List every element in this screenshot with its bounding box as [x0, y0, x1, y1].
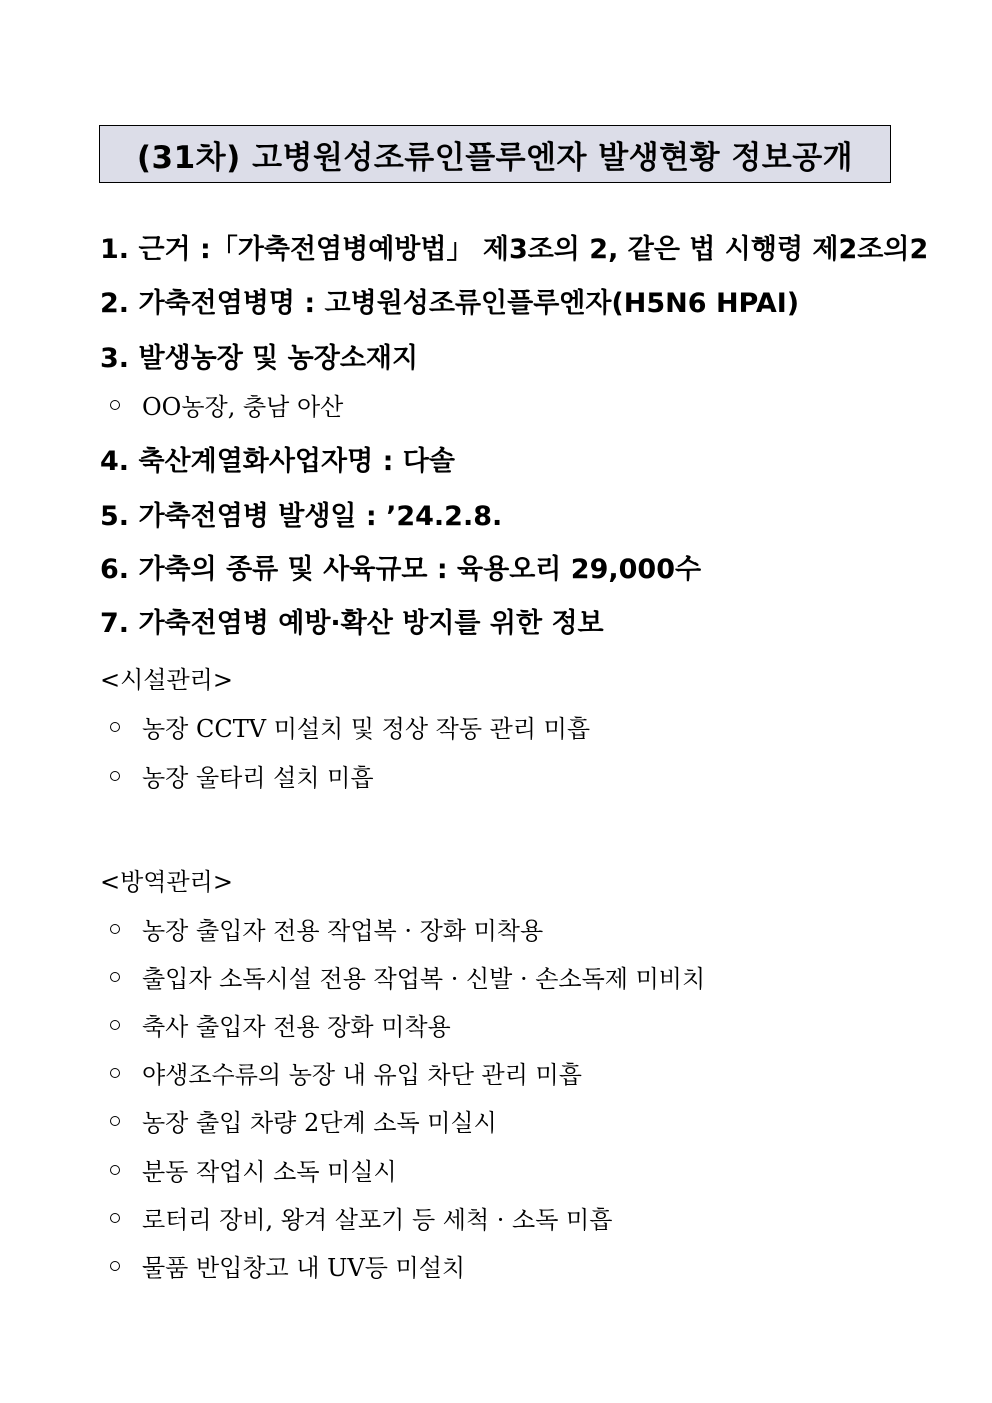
facility-section-label: <시설관리>	[100, 666, 233, 694]
circle-bullet-icon	[110, 1261, 120, 1271]
list-item	[110, 1103, 497, 1138]
list-item-text: 물품 반입창고 내 UV등 미설치	[142, 1254, 466, 1282]
list-item-text: 로터리 장비, 왕겨 살포기 등 세척 · 소독 미흡	[142, 1206, 613, 1234]
heading-disease-name: 2. 가축전염병명 : 고병원성조류인플루엔자(H5N6 HPAI)	[100, 288, 800, 319]
heading-outbreak-date: 5. 가축전염병 발생일 : ’24.2.8.	[100, 501, 503, 532]
circle-bullet-icon	[110, 722, 120, 732]
list-item	[110, 1007, 451, 1042]
circle-bullet-icon	[110, 1068, 120, 1078]
heading-prevention-info: 7. 가축전염병 예방·확산 방지를 위한 정보	[100, 608, 604, 639]
list-item-text: 축사 출입자 전용 장화 미착용	[142, 1013, 451, 1041]
circle-bullet-icon	[110, 1165, 120, 1175]
heading-farm-location: 3. 발생농장 및 농장소재지	[100, 343, 419, 374]
heading-basis: 1. 근거 :「가축전염병예방법」 제3조의 2, 같은 법 시행령 제2조의2	[100, 234, 929, 265]
list-item	[110, 1055, 582, 1090]
list-item	[110, 758, 374, 793]
title-box	[99, 125, 891, 183]
heading-integrator: 4. 축산계열화사업자명 : 다솔	[100, 446, 455, 477]
circle-bullet-icon	[110, 1116, 120, 1126]
list-item-text: 분동 작업시 소독 미실시	[142, 1158, 397, 1186]
list-item	[110, 709, 590, 744]
list-item	[110, 1200, 612, 1235]
farm-location-text: OO농장, 충남 아산	[142, 393, 344, 421]
list-item-text: 야생조수류의 농장 내 유입 차단 관리 미흡	[142, 1061, 582, 1089]
list-item-text: 농장 출입자 전용 작업복 · 장화 미착용	[142, 917, 544, 945]
list-item	[110, 1152, 397, 1187]
circle-bullet-icon	[110, 972, 120, 982]
list-item	[110, 911, 543, 946]
circle-bullet-icon	[110, 400, 120, 410]
farm-location-item	[110, 387, 343, 422]
list-item	[110, 959, 705, 994]
document-title: (31차) 고병원성조류인플루엔자 발생현황 정보공개	[136, 139, 854, 176]
quarantine-section-label: <방역관리>	[100, 868, 233, 896]
circle-bullet-icon	[110, 771, 120, 781]
list-item-text: 출입자 소독시설 전용 작업복 · 신발 · 손소독제 미비치	[142, 965, 706, 993]
circle-bullet-icon	[110, 924, 120, 934]
heading-livestock-scale: 6. 가축의 종류 및 사육규모 : 육용오리 29,000수	[100, 554, 702, 585]
circle-bullet-icon	[110, 1213, 120, 1223]
circle-bullet-icon	[110, 1020, 120, 1030]
list-item-text: 농장 울타리 설치 미흡	[142, 764, 374, 792]
list-item-text: 농장 CCTV 미설치 및 정상 작동 관리 미흡	[142, 715, 591, 743]
list-item	[110, 1248, 465, 1283]
list-item-text: 농장 출입 차량 2단계 소독 미실시	[142, 1109, 497, 1137]
